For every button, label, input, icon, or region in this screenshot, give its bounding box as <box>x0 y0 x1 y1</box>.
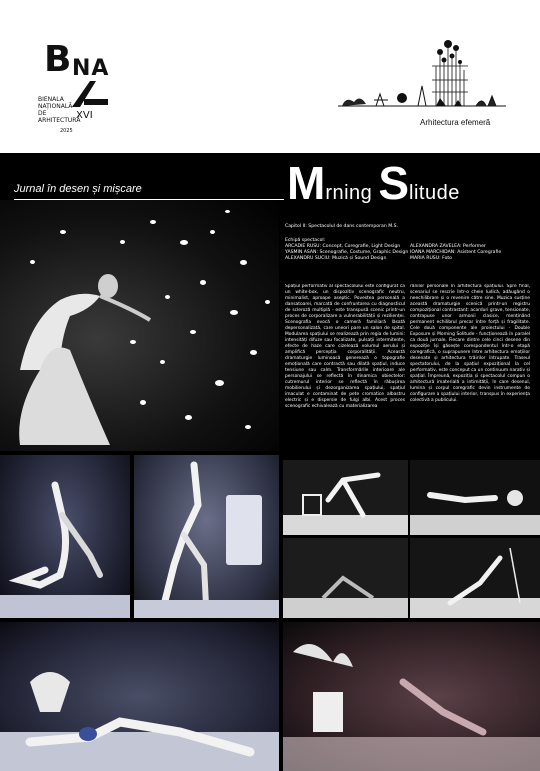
team-member: MARIA RUSU: Foto <box>410 256 452 262</box>
dancer-silhouette-icon <box>283 460 408 535</box>
body-text-right: rănilor personale în arhitectura spațiului. Spre final, scenariul se rescrie într-o cheie ludică, adăugând o neechilibrare și o revenire către sine. Muzica susține această dramaturgie scenică printr-un registru compozițional contrastant: acorduri grave, tensionate, contrapuse unor armonii clasice, menținând permanent echilibrul precar între forță și fragilitate. Cele două componente ale proiectului - Double Exposure și Morning Solitude - funcționează în paralel ca două jurnale. Fiecare dintre cele cinci desene din expoziție își găsește corespondentul într-o etapă coregrafică, o suprapunere între arhitectura emoțiilor desenate și arhitectura trăirilor întrupate. Traseul spectatorului, de la spațiul expozițional la cel performativ, este conceput ca un continuum narativ și spațial. Împreună, expoziția și spectacolul compun o arhitectură imaterială a intimității, în care desenul, lumina și corpul coregrafic devin instrumente de configurare a spațiului interior, transpus în experiența colectivă a publicului. <box>410 284 530 403</box>
feather <box>245 425 251 429</box>
feather <box>160 360 165 364</box>
dance-photo-floor-stretch <box>283 538 408 618</box>
logo-edition: XVI <box>76 110 93 121</box>
team-right <box>410 244 530 263</box>
title-word-part: litude <box>409 182 460 204</box>
dance-photo-feathers <box>283 622 540 771</box>
text-block <box>285 224 530 234</box>
hero-dance-photo <box>0 200 279 451</box>
team-member: ALEXANDRU SUCIU: Muzică și Sound Design <box>285 256 387 262</box>
dance-photo-wardrobe <box>134 455 279 618</box>
feather <box>250 350 257 355</box>
feather <box>30 260 35 264</box>
header <box>0 0 540 153</box>
dance-photo-floor-reach <box>0 622 279 771</box>
logo-line: NAȚIONALĂ <box>38 103 73 110</box>
feather <box>210 230 215 234</box>
team-member: YASMIN ASAN: Scenografie, Costume, Graphic Design <box>285 250 409 256</box>
dancer-silhouette-icon <box>0 200 279 451</box>
feather <box>215 380 224 386</box>
feather <box>190 330 196 334</box>
dance-photo-table-leg <box>283 460 408 535</box>
team-member: IOANA MARCHIDAN: Asistent Coregrafie <box>410 250 502 256</box>
logo-line: DE <box>38 110 47 117</box>
feather <box>60 230 66 234</box>
ephemeral-architecture-illustration <box>336 36 508 116</box>
team-heading: Echipă spectacol: <box>285 238 326 243</box>
feather <box>130 340 136 344</box>
dancer-silhouette-icon <box>410 538 540 618</box>
feather <box>230 310 238 315</box>
dance-photo-chair <box>410 460 540 535</box>
dancer-silhouette-icon <box>410 460 540 535</box>
poster-subtitle: Jurnal în desen și mișcare <box>14 183 142 195</box>
logo-line: ARHITECTURĂ <box>38 117 81 124</box>
chapter-heading: Capitol II: Spectacolul de dans contemporan M.S. <box>285 224 398 229</box>
section-caption: Arhitectura efemeră <box>420 118 491 127</box>
title-letter-m: M <box>287 157 326 209</box>
feather <box>120 240 125 244</box>
logo-text <box>38 96 81 124</box>
feather <box>165 295 170 299</box>
dance-photo-backbend <box>0 455 130 618</box>
feather <box>180 240 188 245</box>
title-word-part: rning <box>325 182 379 204</box>
feather <box>225 210 230 213</box>
title-letter-s: S <box>378 157 410 209</box>
feather <box>265 300 270 304</box>
dancer-silhouette-icon <box>0 622 279 771</box>
feather <box>185 415 192 420</box>
feather <box>150 220 156 224</box>
dancer-silhouette-icon <box>283 622 540 771</box>
dancer-silhouette-icon <box>283 538 408 618</box>
feather <box>140 400 146 405</box>
team-member: ALEXANDRA ZAVELEA: Performer <box>410 244 486 249</box>
feather <box>240 260 247 265</box>
logo-year: 2025 <box>60 128 73 134</box>
dancer-silhouette-icon <box>134 455 279 618</box>
dance-photo-lamp-leg <box>410 538 540 618</box>
logo-letters-na: NA <box>72 56 110 81</box>
logo-line: BIENALA <box>38 96 64 103</box>
feather <box>200 280 206 285</box>
poster-title <box>287 158 460 218</box>
dancer-silhouette-icon <box>0 455 130 618</box>
team-member: ARCADIE RUSU: Concept, Coregrafie, Light Design <box>285 244 401 249</box>
body-text-left: Spațiul performativ al spectacolului este configurat ca un white-box, un dispozitiv scenografic neutru, minimalist, aproape aseptic. Povestea personală a dansatoarei, marcată de confruntarea cu diagnosticul de scleroză multiplă - este transpusă scenic printr-un proces de corporalizare a vulnerabilității și rezilienței. Scenografia evocă o cameră familiară lăsată depersonalizată, care uneori pare un salon de spital. Modularea spațiului se realizează prin regia de lumini: intensități difuze sau focalizate, pulsații intermitente, efecte de haze care cizelează volumul aerului și amplifică percepția corporalității. Această dramaturgie luminoasă generează o topografie emoțională care contractă sau dilată spațiul, induce tensiune sau calm. Transformările interioare ale personajului se reflectă în dinamica obiectelor: cutremurul interior se reflectă în răbușirea mobilierului și dezorganizarea spațiului, spațiul imaculat e contaminat de pete cromatice albastru electric și e dispersie de fulgi albi. Acest proces scenografic echivalează cu materializarea <box>285 284 405 409</box>
team-left <box>285 244 410 263</box>
logo-letter-b: B <box>44 39 72 80</box>
